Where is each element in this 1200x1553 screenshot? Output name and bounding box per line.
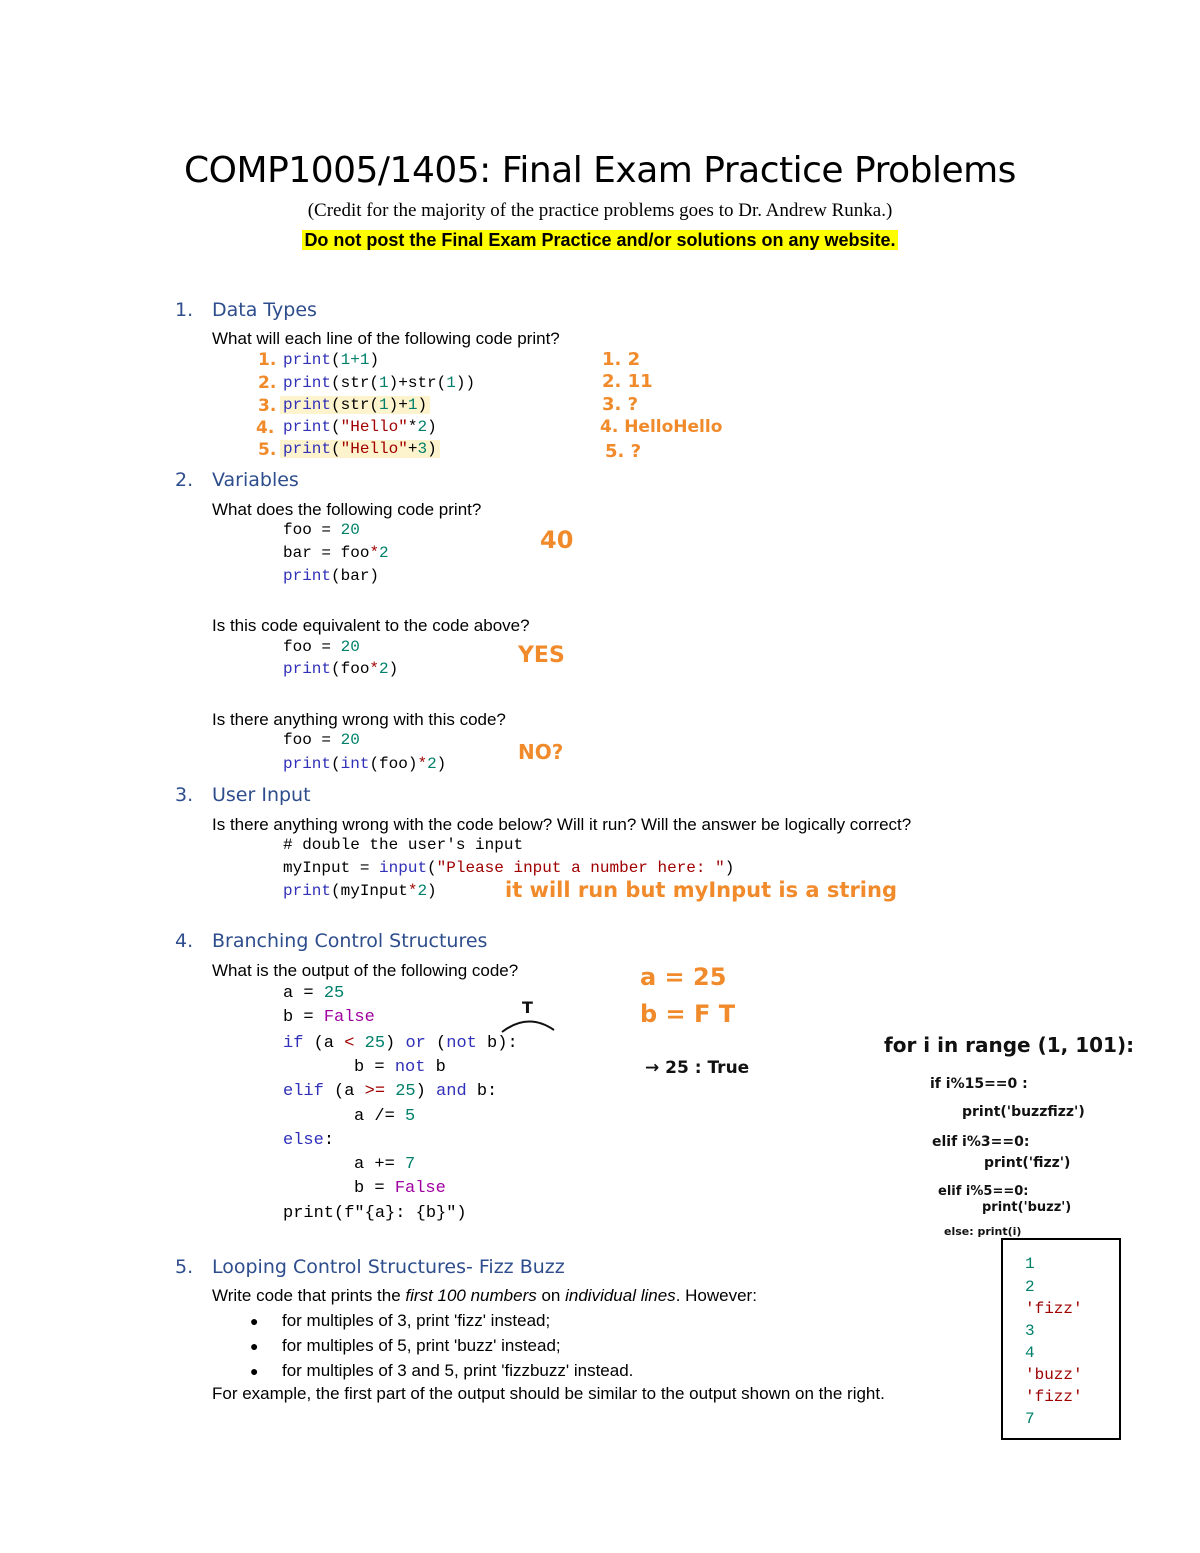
handwritten-code: else: print(i) xyxy=(944,1225,1022,1238)
code-line: else: xyxy=(283,1131,335,1150)
question-text: What will each line of the following code print? xyxy=(212,329,560,348)
code-line: foo = 20 xyxy=(283,521,360,539)
handwritten-code: elif i%5==0: xyxy=(938,1184,1029,1199)
handwritten-answer: NO? xyxy=(518,740,564,764)
handwritten-code: if i%15==0 : xyxy=(930,1076,1028,1092)
code-line: a += 7 xyxy=(354,1155,416,1174)
handwritten-label: 3. xyxy=(258,396,277,416)
handwritten-answer: 1. 2 xyxy=(602,349,641,370)
section-title-variables: Variables xyxy=(212,469,299,491)
handwritten-t-mark: T xyxy=(522,998,533,1017)
question-text: Is this code equivalent to the code above? xyxy=(212,616,530,635)
bullet-icon: ● xyxy=(250,1363,259,1379)
handwritten-label: 5. xyxy=(258,440,277,460)
output-line: 4 xyxy=(1025,1344,1035,1362)
bullet-icon: ● xyxy=(250,1313,259,1329)
question-text: Write code that prints the first 100 numbers on individual lines. However: xyxy=(212,1286,757,1305)
handwritten-note: b = F T xyxy=(640,1000,736,1028)
handwritten-code: print('buzzfizz') xyxy=(962,1104,1085,1120)
code-line-highlighted: print("Hello"+3) xyxy=(280,440,440,458)
handwritten-label: 4. xyxy=(256,418,275,438)
handwritten-answer: YES xyxy=(518,643,565,668)
code-line: print(1+1) xyxy=(283,351,380,369)
handwritten-answer: 2. 11 xyxy=(602,371,653,392)
code-line: myInput = input("Please input a number here: ") xyxy=(283,859,735,877)
handwritten-answer: 5. ? xyxy=(605,441,642,462)
code-line: a = 25 xyxy=(283,984,345,1003)
section-number: 1. xyxy=(175,299,194,321)
example-text: For example, the first part of the output should be similar to the output shown on the right. xyxy=(212,1384,885,1403)
code-line: print(str(1)+str(1)) xyxy=(283,374,476,392)
code-line: a /= 5 xyxy=(354,1107,416,1126)
output-line: 7 xyxy=(1025,1410,1035,1428)
handwritten-result: → 25 : True xyxy=(645,1058,750,1078)
credit-line: (Credit for the majority of the practice problems goes to Dr. Andrew Runka.) xyxy=(307,200,893,221)
code-line: print(f"{a}: {b}") xyxy=(283,1204,467,1223)
handwritten-label: 2. xyxy=(258,373,277,393)
code-line: foo = 20 xyxy=(283,638,360,656)
code-line: b = False xyxy=(283,1008,375,1027)
handwritten-code: elif i%3==0: xyxy=(932,1134,1030,1150)
list-item: for multiples of 3, print 'fizz' instead; xyxy=(282,1311,551,1330)
output-line: 'fizz' xyxy=(1025,1388,1083,1406)
handwritten-code: print('fizz') xyxy=(984,1155,1071,1171)
output-line: 3 xyxy=(1025,1322,1035,1340)
question-text: What does the following code print? xyxy=(212,500,482,519)
handwritten-answer: 3. ? xyxy=(602,394,639,415)
code-comment: # double the user's input xyxy=(283,836,524,854)
warning-text: Do not post the Final Exam Practice and/or solutions on any website. xyxy=(304,230,896,250)
handwritten-code: print('buzz') xyxy=(982,1200,1072,1215)
bullet-icon: ● xyxy=(250,1338,259,1354)
code-line: print(int(foo)*2) xyxy=(283,755,447,773)
question-text: Is there anything wrong with the code below? Will it run? Will the answer be logically correct? xyxy=(212,815,912,834)
code-line: if (a < 25) or (not b): xyxy=(283,1034,518,1053)
warning-notice xyxy=(0,230,1200,251)
code-line: print("Hello"*2) xyxy=(283,418,437,436)
code-line: print(myInput*2) xyxy=(283,882,437,900)
code-line: b = not b xyxy=(354,1058,446,1077)
section-number: 5. xyxy=(175,1256,194,1278)
output-line: 'buzz' xyxy=(1025,1366,1083,1384)
handwritten-answer: it will run but myInput is a string xyxy=(505,878,897,902)
section-number: 4. xyxy=(175,930,194,952)
output-line: 1 xyxy=(1025,1255,1035,1273)
handwritten-answer: 40 xyxy=(540,526,574,554)
code-line: b = False xyxy=(354,1179,446,1198)
code-line: elif (a >= 25) and b: xyxy=(283,1082,498,1101)
handwritten-code: for i in range (1, 101): xyxy=(884,1033,1135,1057)
page-title: COMP1005/1405: Final Exam Practice Problems xyxy=(184,150,1016,191)
handwritten-answer: 4. HelloHello xyxy=(600,417,723,437)
section-title-branching: Branching Control Structures xyxy=(212,930,488,952)
handwritten-note: a = 25 xyxy=(640,963,727,991)
section-title-data-types: Data Types xyxy=(212,299,317,321)
section-number: 3. xyxy=(175,784,194,806)
handwritten-arc-mark xyxy=(498,1016,558,1036)
code-line: print(foo*2) xyxy=(283,660,399,678)
code-line: bar = foo*2 xyxy=(283,544,389,562)
question-text: Is there anything wrong with this code? xyxy=(212,710,506,729)
question-text: What is the output of the following code? xyxy=(212,961,519,980)
output-line: 'fizz' xyxy=(1025,1300,1083,1318)
code-line-highlighted: print(str(1)+1) xyxy=(280,396,430,414)
section-title-fizz-buzz: Looping Control Structures- Fizz Buzz xyxy=(212,1256,565,1278)
handwritten-label: 1. xyxy=(258,350,277,370)
list-item: for multiples of 5, print 'buzz' instead; xyxy=(282,1336,561,1355)
section-number: 2. xyxy=(175,469,194,491)
output-line: 2 xyxy=(1025,1278,1035,1296)
code-line: foo = 20 xyxy=(283,731,360,749)
code-line: print(bar) xyxy=(283,567,380,585)
example-output-box xyxy=(1001,1238,1121,1440)
list-item: for multiples of 3 and 5, print 'fizzbuzz' instead. xyxy=(282,1361,634,1380)
section-title-user-input: User Input xyxy=(212,784,311,806)
